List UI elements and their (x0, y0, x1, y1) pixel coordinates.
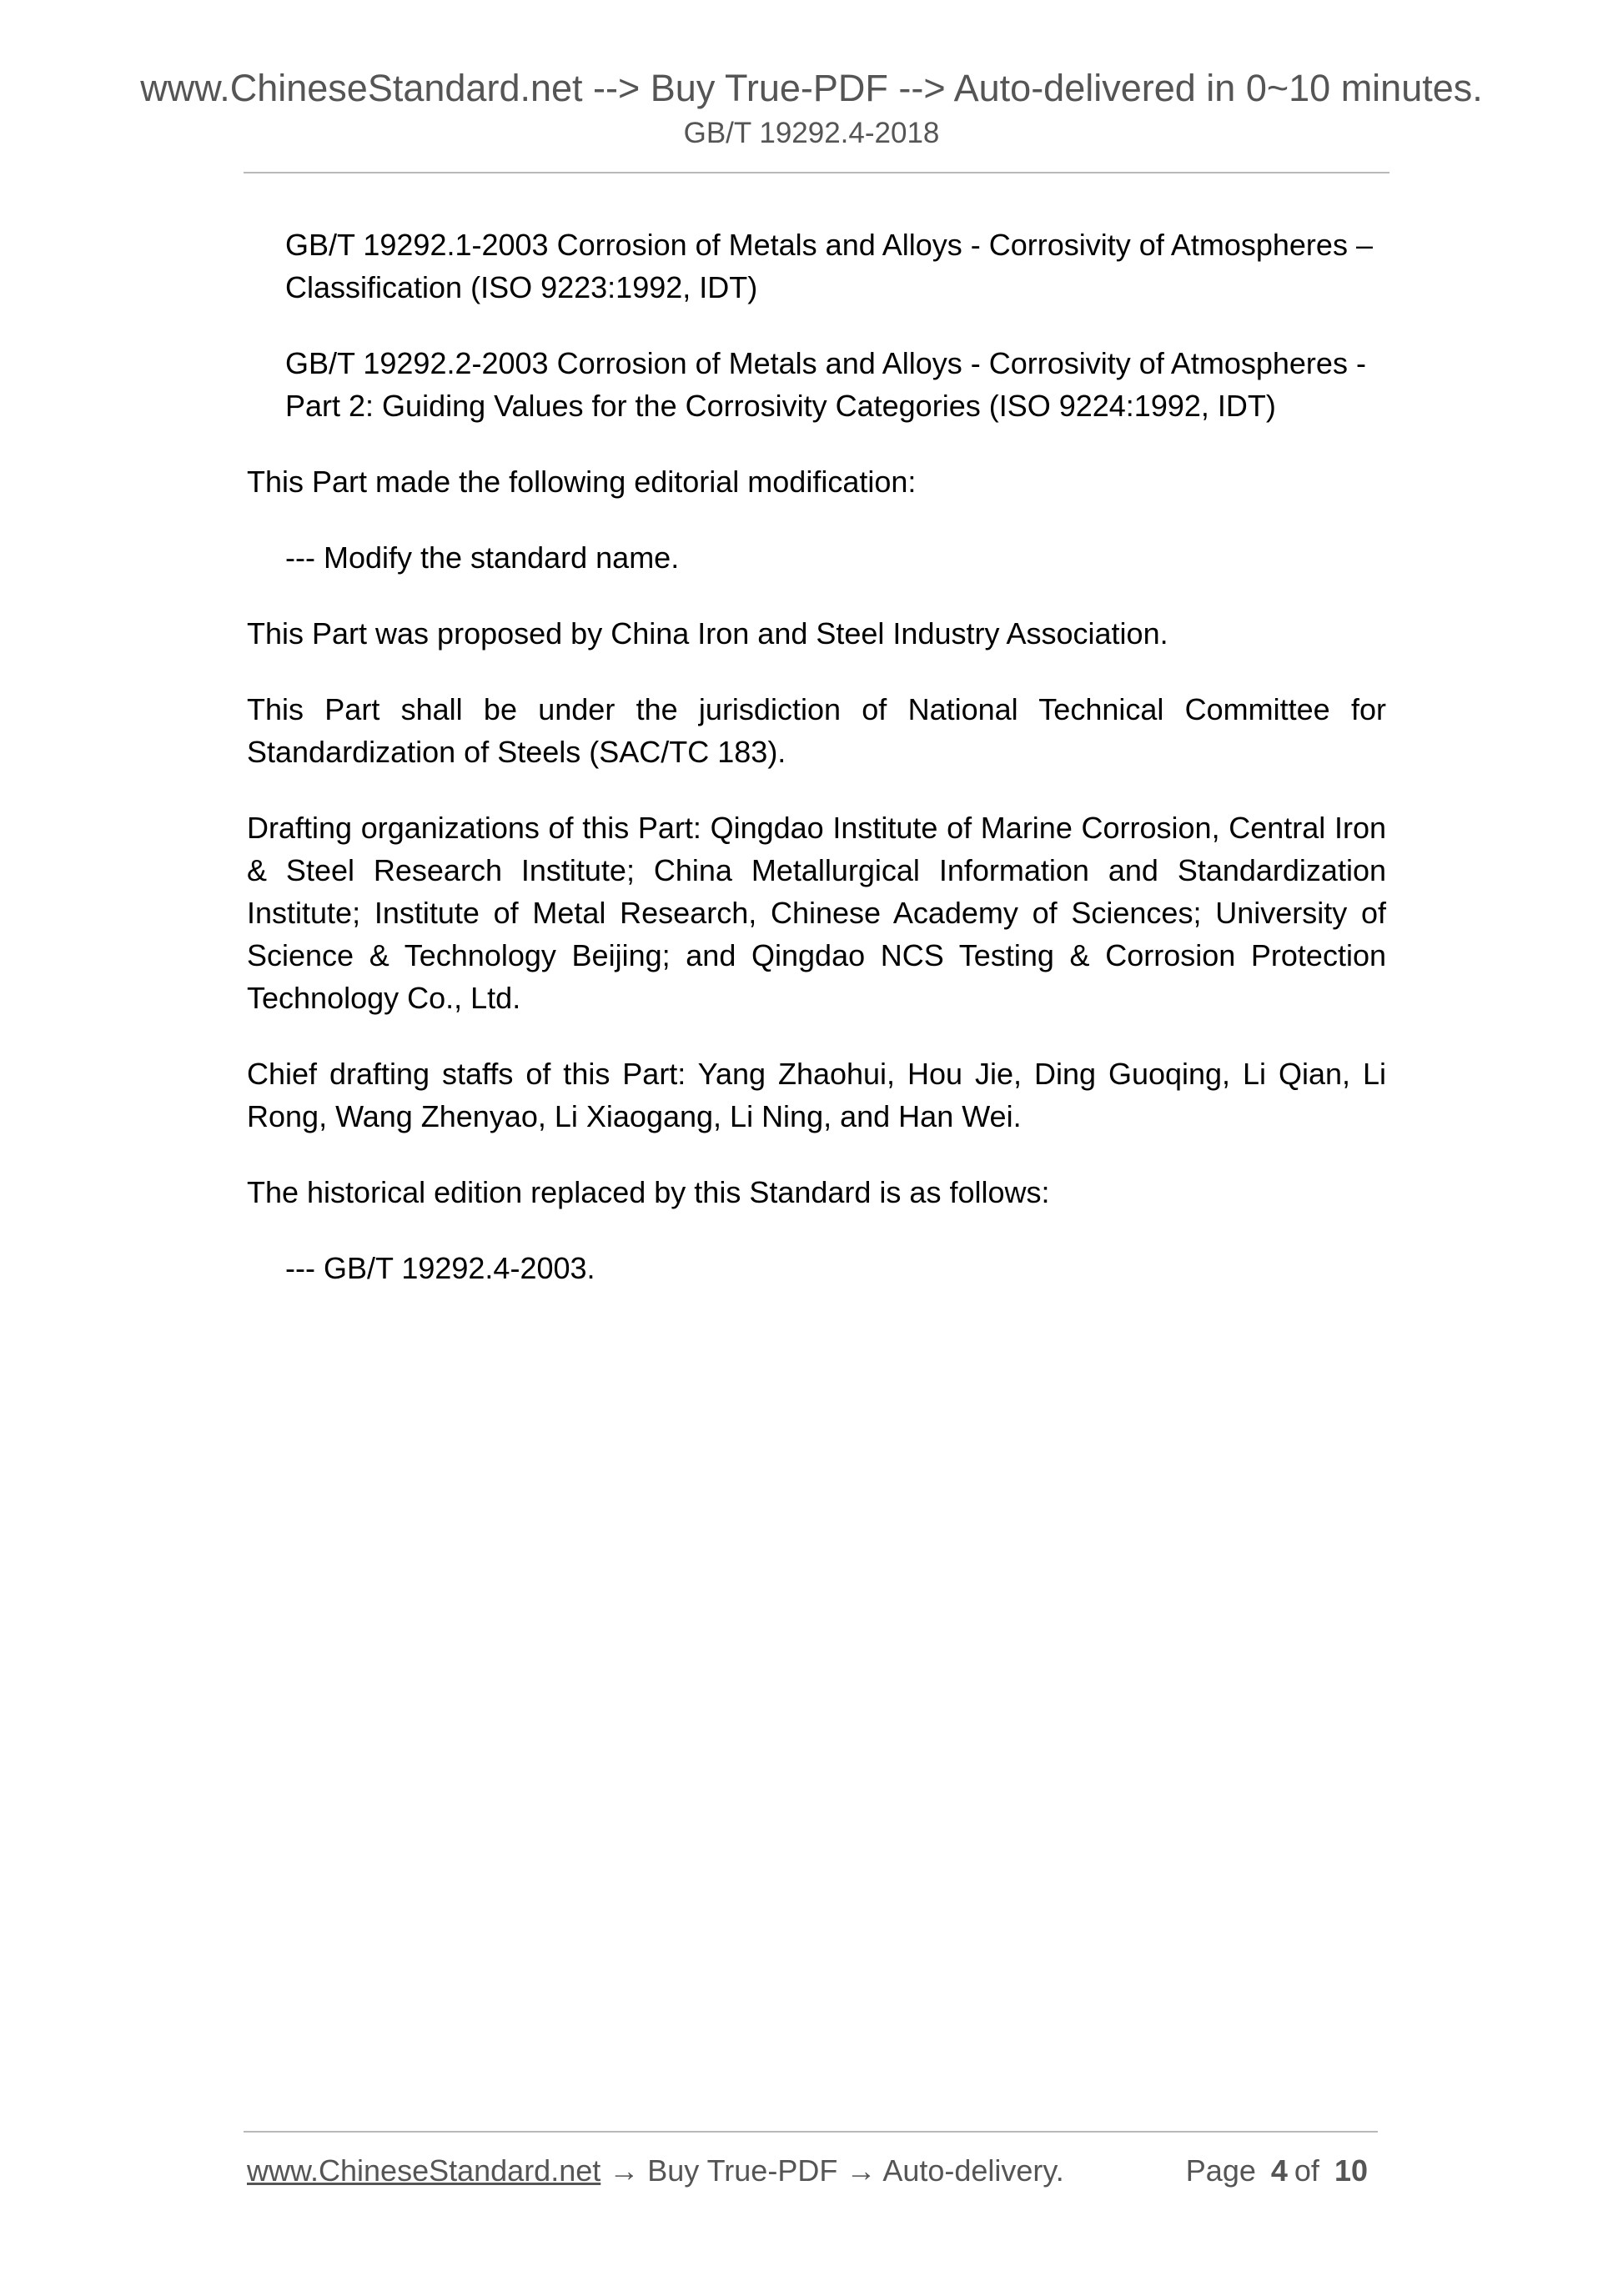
page-label: Page (1185, 2153, 1256, 2188)
footer-left (247, 2152, 1064, 2190)
page-current: 4 (1270, 2153, 1288, 2188)
history-item: --- GB/T 19292.4-2003. (285, 1251, 595, 1285)
document-body (247, 224, 1386, 1323)
proposed-by-paragraph: This Part was proposed by China Iron and Steel Industry Association. (247, 616, 1168, 651)
reference-item: GB/T 19292.1-2003 Corrosion of Metals and Alloys - Corrosivity of Atmospheres – Classification (ISO 9223:1992, IDT) (285, 228, 1373, 304)
footer-divider (244, 2131, 1378, 2133)
modification-intro: This Part made the following editorial modification: (247, 465, 917, 499)
header-banner: www.ChineseStandard.net --> Buy True-PDF --> Auto-delivered in 0~10 minutes. (140, 67, 1483, 109)
drafting-staff-paragraph: Chief drafting staffs of this Part: Yang Zhaohui, Hou Jie, Ding Guoqing, Li Qian, Li Rong, Wang Zhenyao, Li Xiaogang, Li Ning, and Han Wei. (247, 1057, 1386, 1133)
modification-item: --- Modify the standard name. (285, 540, 680, 575)
history-intro: The historical edition replaced by this Standard is as follows: (247, 1175, 1050, 1209)
site-link[interactable]: www.ChineseStandard.net (247, 2153, 601, 2188)
page-footer (247, 2152, 1374, 2190)
reference-item: GB/T 19292.2-2003 Corrosion of Metals and Alloys - Corrosivity of Atmospheres - Part 2: Guiding Values for the Corrosivity Categories (ISO 9224:1992, IDT) (285, 346, 1366, 423)
header-divider (244, 172, 1389, 173)
page-total: 10 (1334, 2153, 1368, 2188)
footer-tagline: → Buy True-PDF → Auto-delivery. (600, 2153, 1064, 2188)
header-doc-code: GB/T 19292.4-2018 (683, 117, 940, 149)
page-of: of (1294, 2153, 1319, 2188)
page-indicator (1186, 2152, 1374, 2190)
jurisdiction-paragraph: This Part shall be under the jurisdiction of National Technical Committee for Standardization of Steels (SAC/TC 183). (247, 692, 1386, 769)
drafting-organizations-paragraph: Drafting organizations of this Part: Qingdao Institute of Marine Corrosion, Central Iron & Steel Research Institute; China Metallurgical Information and Standardization Institute; Institute of Metal Research, Chinese Academy of Sciences; University of Science & Technology Beijing; and Qingdao NCS Testing & Corrosion Protection Technology Co., Ltd. (247, 811, 1386, 1015)
